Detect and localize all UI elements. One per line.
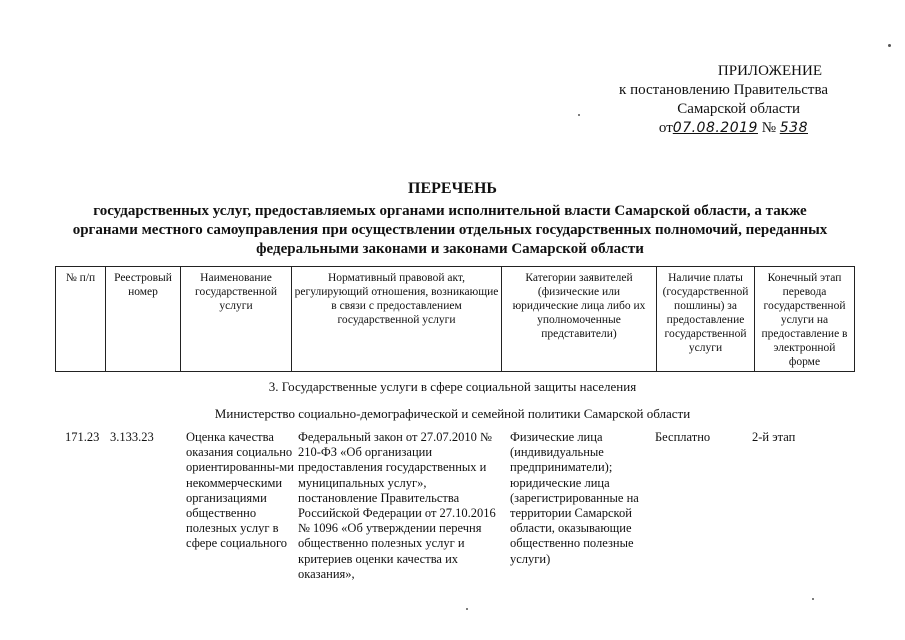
scan-speck bbox=[888, 44, 891, 47]
document-title: ПЕРЕЧЕНЬ bbox=[408, 180, 497, 197]
handwritten-date: 07.08.2019 bbox=[672, 120, 758, 136]
scan-speck bbox=[812, 598, 814, 600]
row-fee: Бесплатно bbox=[655, 430, 711, 444]
scan-speck bbox=[466, 608, 468, 610]
appendix-line-resolution: к постановлению Правительства bbox=[619, 82, 828, 98]
header-legal-act: Нормативный правовой акт, регулирующий отношения, возникающие в связи с предоставлением государственной услуги bbox=[292, 267, 502, 372]
date-prefix: от bbox=[658, 120, 673, 136]
row-legal-act: Федеральный закон от 27.07.2010 № 210-ФЗ «Об организации предоставления государственных и муниципальных услуг», постановление Правительства Российской Федерации от 27.10.2016 № 1096 «Об утверждении перечня общественно полезных услуг и критериев оценки качества их оказания», bbox=[298, 430, 496, 581]
row-applicants: Физические лица (индивидуальные предприниматели); юридические лица (зарегистрированные на территории Самарской области, оказывающие общественно полезные услуги) bbox=[510, 430, 639, 566]
scan-speck bbox=[578, 114, 580, 116]
appendix-title: ПРИЛОЖЕНИЕ bbox=[717, 63, 822, 79]
number-label: № bbox=[761, 120, 777, 136]
table-header bbox=[55, 266, 855, 372]
header-registry: Реестровый номер bbox=[106, 267, 181, 372]
document-subtitle: государственных услуг, предоставляемых органами исполнительной власти Самарской области, а также органами местного самоуправления при осуществлении отдельных государственных полномочий, переданных федеральными законами и законами Самарской области bbox=[72, 203, 828, 257]
header-number: № п/п bbox=[56, 267, 106, 372]
ministry-title: Министерство социально-демографической и семейной политики Самарской области bbox=[214, 406, 691, 421]
header-stage: Конечный этап перевода государственной услуги на предоставление в электронной форме bbox=[755, 267, 855, 372]
row-service-name: Оценка качества оказания социально ориентированны-ми некоммерческими организациями общественно полезных услуг в сфере социального bbox=[186, 430, 294, 551]
section-title: 3. Государственные услуги в сфере социальной защиты населения bbox=[268, 379, 637, 394]
table-row bbox=[55, 430, 855, 600]
handwritten-number: 538 bbox=[779, 120, 808, 136]
row-stage: 2-й этап bbox=[752, 430, 796, 444]
header-service-name: Наименование государственной услуги bbox=[181, 267, 292, 372]
appendix-date-line bbox=[560, 119, 870, 138]
header-fee: Наличие платы (государственной пошлины) за предоставление государственной услуги bbox=[657, 267, 755, 372]
appendix-line-region: Самарской области bbox=[677, 101, 800, 117]
appendix-block bbox=[560, 62, 870, 138]
header-applicants: Категории заявителей (физические или юридические лица либо их уполномоченные представители) bbox=[502, 267, 657, 372]
row-number: 171.23 bbox=[65, 430, 100, 444]
row-registry: 3.133.23 bbox=[110, 430, 154, 444]
